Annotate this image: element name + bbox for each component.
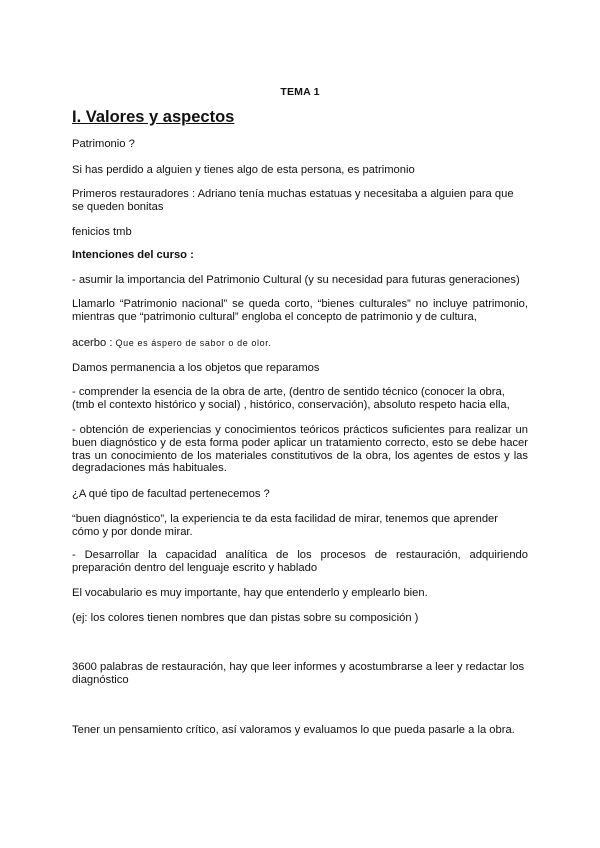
paragraph-llamarlo: Llamarlo “Patrimonio nacional” se queda corto, “bienes culturales” no incluye patrimonio, mientras que “patrimonio cultural” engloba el concepto de patrimonio y de cultura, bbox=[72, 298, 528, 323]
paragraph-vocabulario: El vocabulario es muy importante, hay que entenderlo y emplearlo bien. bbox=[72, 587, 428, 599]
paragraph-comprender: - comprender la esencia de la obra de arte, (dentro de sentido técnico (conocer la obra, (tmb el contexto histórico y social) , histórico, conservación), absoluto respeto hacia ella, bbox=[72, 386, 510, 411]
paragraph-fenicios: fenicios tmb bbox=[72, 226, 132, 238]
paragraph-3600-palabras: 3600 palabras de restauración, hay que leer informes y acostumbrarse a leer y redactar los diagnóstico bbox=[72, 661, 525, 686]
paragraph-acerbo bbox=[72, 337, 528, 350]
acerbo-definition: Que es áspero de sabor o de olor. bbox=[115, 338, 272, 348]
paragraph-primeros-restauradores: Primeros restauradores : Adriano tenía muchas estatuas y necesitaba a alguien para que se queden bonitas bbox=[72, 188, 514, 213]
acerbo-term: acerbo : bbox=[72, 337, 113, 349]
paragraph-facultad-question: ¿A qué tipo de facultad pertenecemos ? bbox=[72, 488, 270, 500]
paragraph-intenciones-heading: Intenciones del curso : bbox=[72, 249, 194, 261]
paragraph-damos-permanencia: Damos permanencia a los objetos que reparamos bbox=[72, 362, 320, 374]
paragraph-desarrollar: - Desarrollar la capacidad analítica de los procesos de restauración, adquiriendo preparación dentro del lenguaje escrito y hablado bbox=[72, 549, 528, 574]
document-title: TEMA 1 bbox=[280, 86, 320, 98]
paragraph-patrimonio-definition: Si has perdido a alguien y tienes algo de esta persona, es patrimonio bbox=[72, 164, 415, 176]
paragraph-buen-diagnostico: “buen diagnóstico”, la experiencia te da esta facilidad de mirar, tenemos que aprender cómo y por donde mirar. bbox=[72, 513, 499, 538]
section-heading: I. Valores y aspectos bbox=[72, 108, 235, 126]
paragraph-obtencion: - obtención de experiencias y conocimientos teóricos prácticos suficientes para realizar un buen diagnóstico y de esta forma poder aplicar un tratamiento correcto, esto se debe hacer tras un conocimiento de los materiales constitutivos de la obra, los agentes de estos y las degradaciones más habituales. bbox=[72, 424, 528, 475]
paragraph-patrimonio-question: Patrimonio ? bbox=[72, 138, 135, 150]
paragraph-asumir: - asumir la importancia del Patrimonio Cultural (y su necesidad para futuras generaciones) bbox=[72, 274, 520, 286]
paragraph-ejemplo-colores: (ej: los colores tienen nombres que dan pistas sobre su composición ) bbox=[72, 612, 419, 624]
paragraph-pensamiento-critico: Tener un pensamiento crítico, así valoramos y evaluamos lo que pueda pasarle a la obra. bbox=[72, 724, 515, 736]
